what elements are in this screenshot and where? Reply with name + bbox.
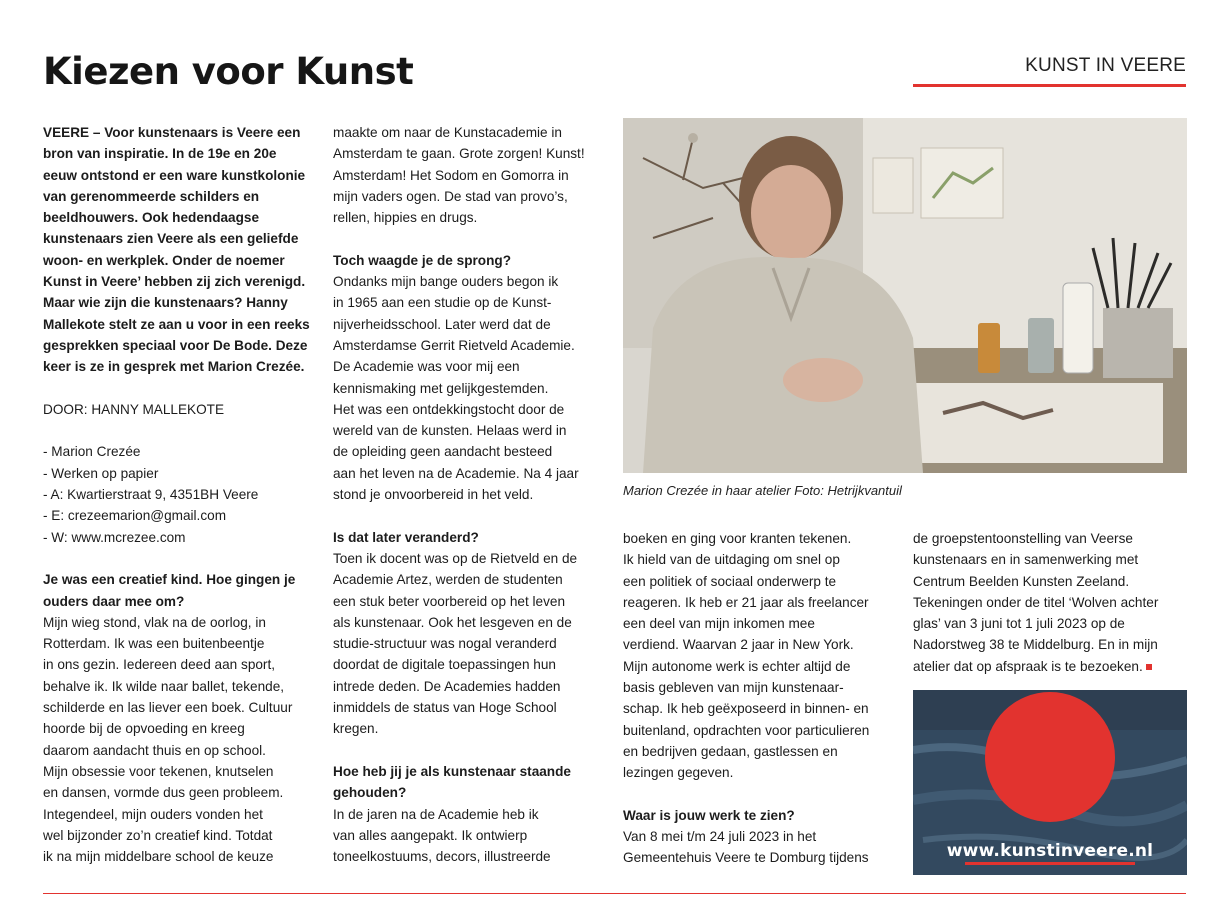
artist-photo xyxy=(623,118,1187,473)
artist-info-list xyxy=(43,441,323,547)
end-mark xyxy=(1146,664,1152,670)
info-medium: - Werken op papier xyxy=(43,465,159,481)
column-2 xyxy=(333,122,613,867)
answer-1-continued: maakte om naar de Kunstacademie in Amsterdam te gaan. Grote zorgen! Kunst! Amsterdam! Het Sodom en Gomorra in mijn vaders ogen. De stad van provo’s, rellen, hippies en drugs. xyxy=(333,125,585,226)
column-1 xyxy=(43,122,323,867)
question-3: Is dat later veranderd? xyxy=(333,529,479,545)
intro-text: VEERE – Voor kunstenaars is Veere een bron van inspiratie. In de 19e en 20e eeuw ontstond er een ware kunstkolonie van gerenommeerde schilders en beeldhouwers. Ook hedendaagse kunstenaars zien Veere als een geliefde woon- en werkplek. Onder de noemer Kunst in Veere’ hebben zij zich verenigd. Maar wie zijn die kunstenaars? Hanny Mallekote stelt ze aan u voor in een reeks gesprekken speciaal voor De Bode. Deze keer is ze in gesprek met Marion Crezée. xyxy=(43,125,310,375)
answer-5: Van 8 mei t/m 24 juli 2023 in het Gemeentehuis Veere te Domburg tijdens xyxy=(623,829,869,866)
answer-1: Mijn wieg stond, vlak na de oorlog, in Rotterdam. Ik was een buitenbeentje in ons gezin. Iedereen deed aan sport, behalve ik. Ik wilde naar ballet, tekende, schilderde en las liever een boek. Cultuur hoorde bij de opvoeding en kreeg daarom aandacht thuis en op school. Mijn obsessie voor tekenen, knutselen en dansen, vormde dus geen probleem. Integendeel, mijn ouders vonden het wel bijzonder zo’n creatief kind. Totdat ik na mijn middelbare school de keuze xyxy=(43,614,293,865)
info-email[interactable]: - E: crezeemarion@gmail.com xyxy=(43,508,227,524)
article-title: Kiezen voor Kunst xyxy=(43,50,414,93)
answer-4: In de jaren na de Academie heb ik van alles aangepakt. Ik ontwierp toneelkostuums, decors, illustreerde xyxy=(333,806,551,865)
answer-3: Toen ik docent was op de Rietveld en de Academie Artez, werden de studenten een stuk beter voorbereid op het leven als kunstenaar. Ook het lesgeven en de studie-structuur was nogal veranderd doordat de digitale toepassingen hun intrede deden. De Academies hadden inmiddels de status van Hoge School kregen. xyxy=(333,550,578,737)
question-2: Toch waagde je de sprong? xyxy=(333,252,511,268)
question-4: Hoe heb jij je als kunstenaar staande gehouden? xyxy=(333,763,571,801)
page-bottom-rule xyxy=(43,893,1186,894)
promo-url[interactable]: www.kunstinveere.nl xyxy=(946,841,1154,861)
answer-2: Ondanks mijn bange ouders begon ik in 1965 aan een studie op de Kunst- nijverheidsschool. Later werd dat de Amsterdamse Gerrit Rietveld Academie. De Academie was voor mij een kennismaking met gelijkgestemden. Het was een ontdekkingstocht door de wereld van de kunsten. Helaas werd in de opleiding geen aandacht besteed aan het leven na de Academie. Na 4 jaar stond je onvoorbereid in het veld. xyxy=(333,274,579,503)
section-rule xyxy=(913,84,1186,87)
question-5: Waar is jouw werk te zien? xyxy=(623,807,795,823)
answer-5-continued xyxy=(913,528,1198,677)
question-1: Je was een creatief kind. Hoe gingen je ouders daar mee om? xyxy=(43,572,296,609)
promo-underline xyxy=(965,862,1135,865)
column-4 xyxy=(913,528,1198,677)
info-website[interactable]: - W: www.mcrezee.com xyxy=(43,529,186,545)
info-name: - Marion Crezée xyxy=(43,444,141,460)
promo-banner[interactable] xyxy=(913,690,1187,875)
author-line: DOOR: HANNY MALLEKOTE xyxy=(43,401,225,417)
info-address: - A: Kwartierstraat 9, 4351BH Veere xyxy=(43,487,259,503)
column-3 xyxy=(623,528,903,869)
answer-4-continued: boeken en ging voor kranten tekenen. Ik hield van de uitdaging om snel op een politiek of sociaal onderwerp te reageren. Ik heb er 21 jaar als freelancer een deel van mijn inkomen mee verdiend. Waarvan 2 jaar in New York. Mijn autonome werk is echter altijd de basis gebleven van mijn kunstenaar- schap. Ik heb geëxposeerd in binnen- en buitenland, opdrachten voor particulieren en bedrijven gedaan, gastlessen en lezingen gegeven. xyxy=(623,531,870,781)
section-tag: KUNST IN VEERE xyxy=(1025,55,1186,76)
answer-5-continued-text: de groepstentoonstelling van Veerse kunstenaars en in samenwerking met Centrum Beelden Kunsten Zeeland. Tekeningen onder de titel ‘Wolven achter glas’ van 3 juni tot 1 juli 2023 op de Nadorstweg 38 te Middelburg. En in mijn atelier dat op afspraak is te bezoeken. xyxy=(913,531,1159,674)
photo-caption: Marion Crezée in haar atelier Foto: Hetrijkvantuil xyxy=(623,483,902,498)
